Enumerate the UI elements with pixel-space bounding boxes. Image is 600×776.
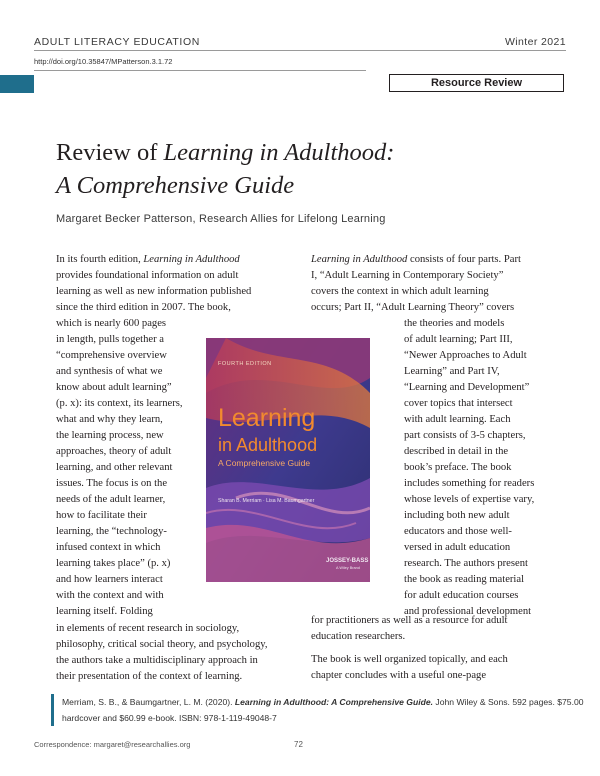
journal-name: ADULT LITERACY EDUCATION	[34, 36, 200, 48]
cover-publisher-sub: A Wiley Brand	[336, 566, 360, 570]
col2-line: the book as reading material	[404, 574, 525, 585]
cover-authors: Sharan B. Merriam · Lisa M. Baumgartner	[218, 498, 315, 504]
header-rule	[34, 50, 566, 51]
col2-line: chapter concludes with a useful one-page	[311, 670, 487, 681]
doi-rule	[34, 70, 366, 71]
col2-line: research. The authors present	[404, 558, 528, 569]
col2-line: The book is well organized topically, and each	[311, 654, 508, 665]
col2-line: for practitioners as well as a resource for adult	[311, 615, 508, 626]
col1-line: In its fourth edition, Learning in Adulthood	[56, 254, 240, 265]
title-prefix: Review of	[56, 139, 164, 166]
cover-title-2: in Adulthood	[218, 435, 318, 455]
col2-line: part consists of 3-5 chapters,	[404, 430, 526, 441]
title-line-2	[56, 169, 394, 202]
col2-line: of adult learning; Part III,	[404, 334, 513, 345]
col2-line: cover topics that intersect	[404, 398, 513, 409]
title-line-1	[56, 136, 394, 169]
citation-line-1	[62, 694, 584, 710]
col2-line: “Newer Approaches to Adult	[404, 350, 527, 361]
col2-line: the theories and models	[404, 318, 505, 329]
col2-line: “Learning and Development”	[404, 382, 530, 393]
title-italic-1: Learning in Adulthood:	[163, 139, 395, 166]
cover-title-1: Learning	[218, 404, 316, 432]
col1-line: in length, pulls together a	[56, 334, 164, 345]
citation-bar	[51, 694, 54, 726]
col2-line: described in detail in the	[404, 446, 509, 457]
citation-authors: Merriam, S. B., & Baumgartner, L. M. (2020).	[62, 697, 235, 707]
col1-line: learning itself. Folding	[56, 606, 153, 617]
author-line: Margaret Becker Patterson, Research Allies for Lifelong Learning	[56, 213, 386, 225]
col2-line: with adult learning. Each	[404, 414, 511, 425]
col2-line: whose levels of expertise vary,	[404, 494, 535, 505]
col2-line: occurs; Part II, “Adult Learning Theory” covers	[311, 302, 515, 313]
col2-line: includes something for readers	[404, 478, 535, 489]
col1-line: what and why they learn,	[56, 414, 163, 425]
col1-line: and how learners interact	[56, 574, 163, 585]
col1-line: learning, the “technology-	[56, 526, 167, 537]
col1-line: learning as well as new information published	[56, 286, 252, 297]
cover-edition: FOURTH EDITION	[218, 361, 272, 367]
col1-line: infused context in which	[56, 542, 161, 553]
cover-publisher: JOSSEY-BASS	[326, 558, 369, 564]
col2-line: Learning” and Part IV,	[404, 366, 500, 377]
title-italic-2: A Comprehensive Guide	[56, 172, 295, 199]
col1-line: the learning process, new	[56, 430, 164, 441]
col1-line: know about adult learning”	[56, 382, 172, 393]
col2-line: covers the context in which adult learning	[311, 286, 489, 297]
col1-line: learning takes place” (p. x)	[56, 558, 171, 569]
col2-line: educators and those well-	[404, 526, 512, 537]
col1-line: in elements of recent research in sociology,	[56, 623, 240, 634]
col1-line: “comprehensive overview	[56, 350, 167, 361]
col2-line: versed in adult education	[404, 542, 511, 553]
col1-line: how to facilitate their	[56, 510, 147, 521]
col1-line: approaches, theory of adult	[56, 446, 172, 457]
col1-line: with the context and with	[56, 590, 164, 601]
col1-line: learning, and other relevant	[56, 462, 173, 473]
cover-subtitle: A Comprehensive Guide	[218, 458, 311, 468]
col1-line: philosophy, critical social theory, and psychology,	[56, 639, 268, 650]
col1-line: issues. The focus is on the	[56, 478, 168, 489]
section-badge: Resource Review	[389, 74, 564, 92]
issue-season: Winter 2021	[504, 36, 566, 48]
citation-publisher: John Wiley & Sons. 592 pages. $75.00	[433, 697, 584, 707]
page-number: 72	[294, 740, 303, 749]
accent-bar	[0, 75, 34, 93]
col1-line: since the third edition in 2007. The book,	[56, 302, 231, 313]
citation-line-2: hardcover and $60.99 e-book. ISBN: 978-1-119-49048-7	[62, 713, 277, 723]
col1-line: their presentation of the context of learning.	[56, 671, 243, 682]
col2-line: book’s preface. The book	[404, 462, 512, 473]
col2-line: for adult education courses	[404, 590, 519, 601]
col1-line: and synthesis of what we	[56, 366, 163, 377]
col2-line: education researchers.	[311, 631, 406, 642]
col2-line: I, “Adult Learning in Contemporary Society”	[311, 270, 504, 281]
col1-line: which is nearly 600 pages	[56, 318, 167, 329]
citation-title: Learning in Adulthood: A Comprehensive Guide.	[234, 697, 434, 707]
correspondence-email[interactable]: Correspondence: margaret@researchallies.org	[34, 740, 191, 749]
col1-line: needs of the adult learner,	[56, 494, 166, 505]
book-cover-image	[206, 338, 370, 582]
col2-line: including both new adult	[404, 510, 510, 521]
article-title	[56, 136, 394, 202]
col1-line: (p. x): its context, its learners,	[56, 398, 183, 409]
doi-link[interactable]: http://doi.org/10.35847/MPatterson.3.1.72	[34, 57, 173, 66]
col2-line: and professional development	[404, 606, 532, 617]
col1-line: provides foundational information on adult	[56, 270, 239, 281]
col2-line: Learning in Adulthood consists of four parts. Part	[311, 254, 521, 265]
col1-line: the authors take a multidisciplinary approach in	[56, 655, 258, 666]
